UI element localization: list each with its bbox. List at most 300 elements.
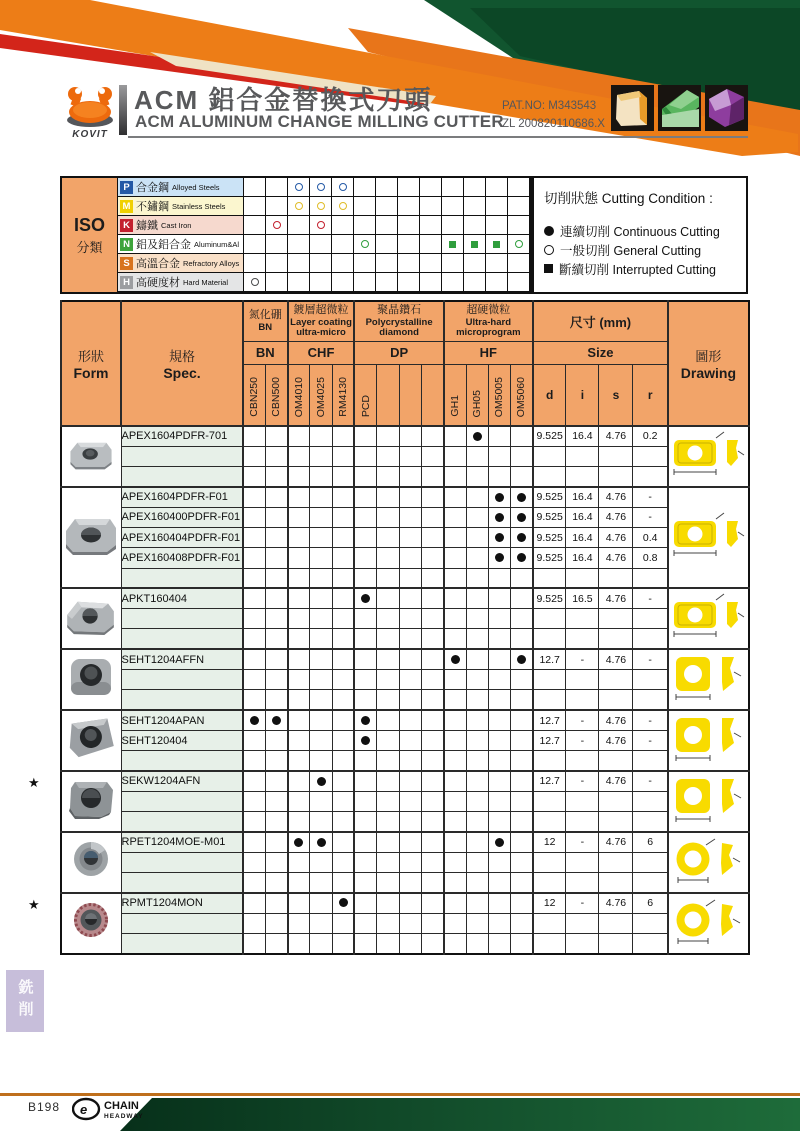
size-value-d (533, 629, 566, 649)
marker-cell (243, 893, 265, 913)
code-size: Size (533, 341, 668, 364)
iso-class-badge: H (120, 276, 133, 289)
iso-mark-cell (486, 235, 508, 254)
general-cutting-ring (339, 202, 347, 210)
legend-label: 一般切削 General Cutting (560, 243, 702, 258)
marker-cell (332, 730, 354, 750)
marker-cell (243, 832, 265, 852)
iso-mark-cell (288, 178, 310, 197)
marker-cell (466, 690, 488, 710)
marker-cell (332, 609, 354, 629)
column-label: PCD (359, 394, 372, 417)
iso-mark-cell (288, 197, 310, 216)
marker-cell (288, 649, 310, 669)
marker-cell (488, 507, 510, 527)
size-value-i (566, 670, 599, 690)
iso-mark-cell (442, 235, 464, 254)
iso-mark-cell (354, 235, 376, 254)
marker-cell (399, 527, 421, 547)
marker-cell (377, 487, 399, 507)
marker-cell (421, 446, 443, 466)
marker-cell (488, 710, 510, 730)
size-value-i: - (566, 771, 599, 791)
marker-cell (466, 812, 488, 832)
patent-info (502, 98, 605, 134)
marker-cell (421, 771, 443, 791)
size-value-i (566, 812, 599, 832)
marker-cell (511, 446, 533, 466)
iso-mark-cell (398, 216, 420, 235)
iso-mark-cell (442, 197, 464, 216)
size-value-r: 0.2 (633, 426, 668, 446)
size-value-r (633, 467, 668, 487)
iso-mark-cell (442, 254, 464, 273)
marker-cell (265, 690, 287, 710)
column-header-PCD (354, 364, 376, 426)
marker-cell (421, 609, 443, 629)
size-value-i: - (566, 832, 599, 852)
size-value-r (633, 670, 668, 690)
size-value-r (633, 568, 668, 588)
marker-cell (265, 832, 287, 852)
iso-class-badge: N (120, 238, 133, 251)
size-value-i (566, 568, 599, 588)
drawing-cell-square-insert (668, 649, 749, 710)
size-value-s (599, 609, 633, 629)
patent-zl-number: ZL 200820110686.X (502, 117, 605, 130)
iso-mark-cell (508, 178, 530, 197)
column-label: CBN500 (269, 377, 282, 417)
continuous-cutting-dot (272, 716, 281, 725)
column-label: OM4025 (314, 376, 327, 417)
general-cutting-ring (295, 183, 303, 191)
continuous-cutting-dot (361, 736, 370, 745)
marker-cell (265, 893, 287, 913)
marker-cell (243, 812, 265, 832)
spec-name-cell: SEHT1204AFFN (121, 649, 243, 669)
marker-cell (444, 670, 466, 690)
marker-cell (399, 487, 421, 507)
iso-mark-cell (266, 178, 288, 197)
marker-cell (444, 609, 466, 629)
marker-cell (377, 791, 399, 811)
marker-cell (265, 751, 287, 771)
marker-cell (444, 629, 466, 649)
size-value-i: 16.4 (566, 548, 599, 568)
marker-cell (466, 649, 488, 669)
iso-mark-cell (442, 273, 464, 292)
size-value-d: 9.525 (533, 507, 566, 527)
marker-cell (377, 568, 399, 588)
column-label: OM5060 (515, 376, 528, 417)
size-value-i: - (566, 893, 599, 913)
marker-cell (421, 913, 443, 933)
marker-cell (288, 690, 310, 710)
iso-class-badge: K (120, 219, 133, 232)
marker-cell (354, 426, 376, 446)
marker-cell (488, 893, 510, 913)
marker-cell (265, 730, 287, 750)
marker-cell (310, 730, 332, 750)
marker-cell (399, 933, 421, 954)
spec-row (61, 710, 749, 730)
size-value-s: 4.76 (599, 507, 633, 527)
size-value-i: - (566, 710, 599, 730)
marker-cell (354, 771, 376, 791)
marker-cell (421, 548, 443, 568)
code-chf: CHF (288, 341, 355, 364)
spec-row (61, 446, 749, 466)
continuous-cutting-dot (495, 553, 504, 562)
size-value-i (566, 446, 599, 466)
marker-cell (377, 609, 399, 629)
spec-name-cell: APEX1604PDFR-F01 (121, 487, 243, 507)
marker-cell (466, 751, 488, 771)
continuous-cutting-dot (339, 898, 348, 907)
marker-cell (288, 852, 310, 872)
iso-mark-cell (266, 235, 288, 254)
column-label: OM5005 (493, 376, 506, 417)
marker-cell (444, 751, 466, 771)
marker-cell (332, 690, 354, 710)
spec-name-cell: RPET1204MOE-M01 (121, 832, 243, 852)
marker-cell (288, 507, 310, 527)
size-group-header: 尺寸 (mm) (533, 301, 668, 341)
size-value-r (633, 812, 668, 832)
marker-cell (243, 730, 265, 750)
size-value-d (533, 670, 566, 690)
marker-cell (466, 791, 488, 811)
marker-cell (511, 812, 533, 832)
marker-cell (332, 527, 354, 547)
column-header-OM4025 (310, 364, 332, 426)
marker-cell (421, 487, 443, 507)
marker-cell (511, 873, 533, 893)
legend-symbol-lg-dot (544, 226, 554, 236)
marker-cell (421, 751, 443, 771)
size-value-i (566, 690, 599, 710)
marker-cell (511, 670, 533, 690)
marker-cell (444, 812, 466, 832)
drawing-header-en: Drawing (680, 365, 737, 381)
column-header-CBN250 (243, 364, 265, 426)
marker-cell (310, 629, 332, 649)
marker-cell (377, 933, 399, 954)
marker-cell (243, 548, 265, 568)
marker-cell (444, 933, 466, 954)
size-value-i: - (566, 730, 599, 750)
size-value-d: 9.525 (533, 588, 566, 608)
star-marker: ★ (28, 896, 40, 912)
spec-name-cell (121, 446, 243, 466)
iso-mark-cell (442, 216, 464, 235)
size-column-header-i: i (566, 364, 599, 426)
marker-cell (399, 629, 421, 649)
marker-cell (243, 446, 265, 466)
size-value-d: 12 (533, 893, 566, 913)
size-value-s (599, 913, 633, 933)
marker-cell (288, 629, 310, 649)
spec-row (61, 852, 749, 872)
size-value-i (566, 467, 599, 487)
svg-text:HEADWAY: HEADWAY (104, 1113, 144, 1120)
marker-cell (488, 548, 510, 568)
marker-cell (310, 507, 332, 527)
iso-mark-cell (354, 197, 376, 216)
marker-cell (511, 690, 533, 710)
size-value-r (633, 751, 668, 771)
marker-cell (399, 893, 421, 913)
spec-name-cell (121, 852, 243, 872)
marker-cell (310, 670, 332, 690)
marker-cell (466, 588, 488, 608)
marker-cell (243, 771, 265, 791)
iso-mark-cell (464, 216, 486, 235)
interrupted-cutting-square (471, 241, 478, 248)
marker-cell (399, 609, 421, 629)
spec-name-cell: SEHT120404 (121, 730, 243, 750)
marker-cell (488, 771, 510, 791)
legend-item (544, 259, 736, 278)
marker-cell (265, 467, 287, 487)
spec-row (61, 609, 749, 629)
general-cutting-ring (339, 183, 347, 191)
marker-cell (399, 771, 421, 791)
iso-row-label (118, 197, 244, 216)
marker-cell (399, 690, 421, 710)
iso-mark-cell (486, 216, 508, 235)
marker-cell (444, 446, 466, 466)
iso-mark-cell (332, 235, 354, 254)
size-value-d (533, 568, 566, 588)
marker-cell (243, 507, 265, 527)
kovit-crab-logo-icon (58, 84, 122, 130)
iso-mark-cell (354, 178, 376, 197)
iso-mark-cell (376, 178, 398, 197)
marker-cell (310, 609, 332, 629)
patent-number: PAT.NO: M343543 (502, 100, 597, 112)
marker-cell (310, 852, 332, 872)
marker-cell (421, 933, 443, 954)
form-column-header (61, 301, 121, 426)
marker-cell (511, 629, 533, 649)
marker-cell (243, 487, 265, 507)
size-value-r (633, 873, 668, 893)
column-header-blank (377, 364, 399, 426)
marker-cell (377, 893, 399, 913)
legend-symbol-lg-sq (544, 264, 553, 273)
size-value-d (533, 690, 566, 710)
size-value-i (566, 852, 599, 872)
spec-row (61, 527, 749, 547)
spec-row (61, 568, 749, 588)
marker-cell (444, 426, 466, 446)
marker-cell (354, 852, 376, 872)
general-cutting-ring (295, 202, 303, 210)
marker-cell (310, 467, 332, 487)
iso-material-name-zh: 合金鋼 (136, 182, 169, 194)
code-hf: HF (444, 341, 533, 364)
marker-cell (243, 467, 265, 487)
marker-cell (243, 609, 265, 629)
marker-cell (466, 852, 488, 872)
marker-cell (511, 507, 533, 527)
iso-mark-cell (288, 254, 310, 273)
iso-mark-cell (508, 235, 530, 254)
marker-cell (511, 771, 533, 791)
marker-cell (466, 527, 488, 547)
marker-cell (288, 893, 310, 913)
marker-cell (354, 832, 376, 852)
size-value-s (599, 467, 633, 487)
marker-cell (265, 812, 287, 832)
spec-name-cell: SEKW1204AFN (121, 771, 243, 791)
drawing-cell-round-insert (668, 832, 749, 893)
marker-cell (444, 527, 466, 547)
spec-row (61, 730, 749, 750)
marker-cell (288, 426, 310, 446)
size-value-r (633, 629, 668, 649)
marker-cell (399, 913, 421, 933)
marker-cell (488, 852, 510, 872)
marker-cell (310, 812, 332, 832)
marker-cell (444, 771, 466, 791)
iso-material-name-zh: 不鏽鋼 (136, 201, 169, 213)
insert-thumb-purple (705, 85, 748, 131)
marker-cell (288, 487, 310, 507)
marker-cell (444, 568, 466, 588)
marker-cell (466, 629, 488, 649)
iso-mark-cell (464, 235, 486, 254)
size-column-header-d: d (533, 364, 566, 426)
marker-cell (511, 426, 533, 446)
iso-mark-cell (376, 197, 398, 216)
column-header-OM5060 (511, 364, 533, 426)
marker-cell (444, 487, 466, 507)
marker-cell (354, 873, 376, 893)
marker-cell (511, 467, 533, 487)
marker-cell (243, 751, 265, 771)
size-value-r (633, 791, 668, 811)
marker-cell (421, 710, 443, 730)
spec-table-wrap (60, 300, 750, 955)
iso-mark-cell (244, 216, 266, 235)
marker-cell (421, 426, 443, 446)
size-value-d: 12 (533, 832, 566, 852)
iso-class-badge: P (120, 181, 133, 194)
drawing-header-zh: 圖形 (695, 349, 722, 364)
iso-mark-cell (486, 254, 508, 273)
marker-cell (421, 690, 443, 710)
marker-cell (354, 588, 376, 608)
marker-cell (399, 791, 421, 811)
iso-mark-cell (332, 178, 354, 197)
iso-material-name-zh: 高硬度材 (136, 277, 180, 289)
marker-cell (399, 751, 421, 771)
marker-cell (511, 568, 533, 588)
marker-cell (488, 670, 510, 690)
iso-mark-cell (508, 216, 530, 235)
spec-row (61, 670, 749, 690)
form-photo-apex-small (61, 426, 121, 487)
iso-mark-cell (376, 216, 398, 235)
dp-zh: 聚晶鑽石 (377, 303, 422, 316)
iso-mark-cell (332, 254, 354, 273)
marker-cell (288, 548, 310, 568)
size-value-i (566, 933, 599, 954)
spec-row (61, 588, 749, 608)
marker-cell (243, 670, 265, 690)
marker-cell (377, 467, 399, 487)
spec-column-header (121, 301, 243, 426)
marker-cell (444, 852, 466, 872)
size-value-s: 4.76 (599, 426, 633, 446)
marker-cell (332, 487, 354, 507)
size-value-d (533, 791, 566, 811)
size-value-d (533, 812, 566, 832)
marker-cell (265, 670, 287, 690)
drawing-cell-rect-insert (668, 426, 749, 487)
marker-cell (511, 730, 533, 750)
marker-cell (265, 527, 287, 547)
marker-cell (332, 446, 354, 466)
marker-cell (310, 893, 332, 913)
spec-name-cell: APEX160408PDFR-F01 (121, 548, 243, 568)
insert-thumbnails (611, 85, 748, 131)
iso-mark-cell (464, 178, 486, 197)
spec-table (60, 300, 750, 955)
size-value-d: 9.525 (533, 426, 566, 446)
spec-row (61, 548, 749, 568)
size-value-d (533, 873, 566, 893)
marker-cell (265, 548, 287, 568)
iso-mark-cell (332, 216, 354, 235)
spec-row (61, 751, 749, 771)
marker-cell (511, 852, 533, 872)
iso-mark-cell (354, 254, 376, 273)
marker-cell (332, 893, 354, 913)
iso-mark-cell (354, 273, 376, 292)
iso-mark-cell (332, 197, 354, 216)
title-bar-divider (119, 85, 127, 135)
drawing-column-header (668, 301, 749, 426)
marker-cell (377, 832, 399, 852)
marker-cell (399, 568, 421, 588)
iso-mark-cell (508, 254, 530, 273)
marker-cell (444, 690, 466, 710)
iso-mark-cell (244, 178, 266, 197)
marker-cell (488, 751, 510, 771)
size-value-s: 4.76 (599, 832, 633, 852)
iso-label-cell (62, 178, 118, 292)
marker-cell (399, 730, 421, 750)
spec-name-cell (121, 609, 243, 629)
size-value-d: 12.7 (533, 710, 566, 730)
iso-row-label (118, 273, 244, 292)
marker-cell (265, 609, 287, 629)
iso-mark-cell (266, 273, 288, 292)
marker-cell (288, 609, 310, 629)
marker-cell (466, 609, 488, 629)
marker-cell (310, 426, 332, 446)
size-value-i: 16.4 (566, 527, 599, 547)
size-value-d: 9.525 (533, 527, 566, 547)
marker-cell (243, 568, 265, 588)
size-value-i: 16.4 (566, 426, 599, 446)
spec-name-cell (121, 812, 243, 832)
marker-cell (332, 629, 354, 649)
marker-cell (421, 852, 443, 872)
